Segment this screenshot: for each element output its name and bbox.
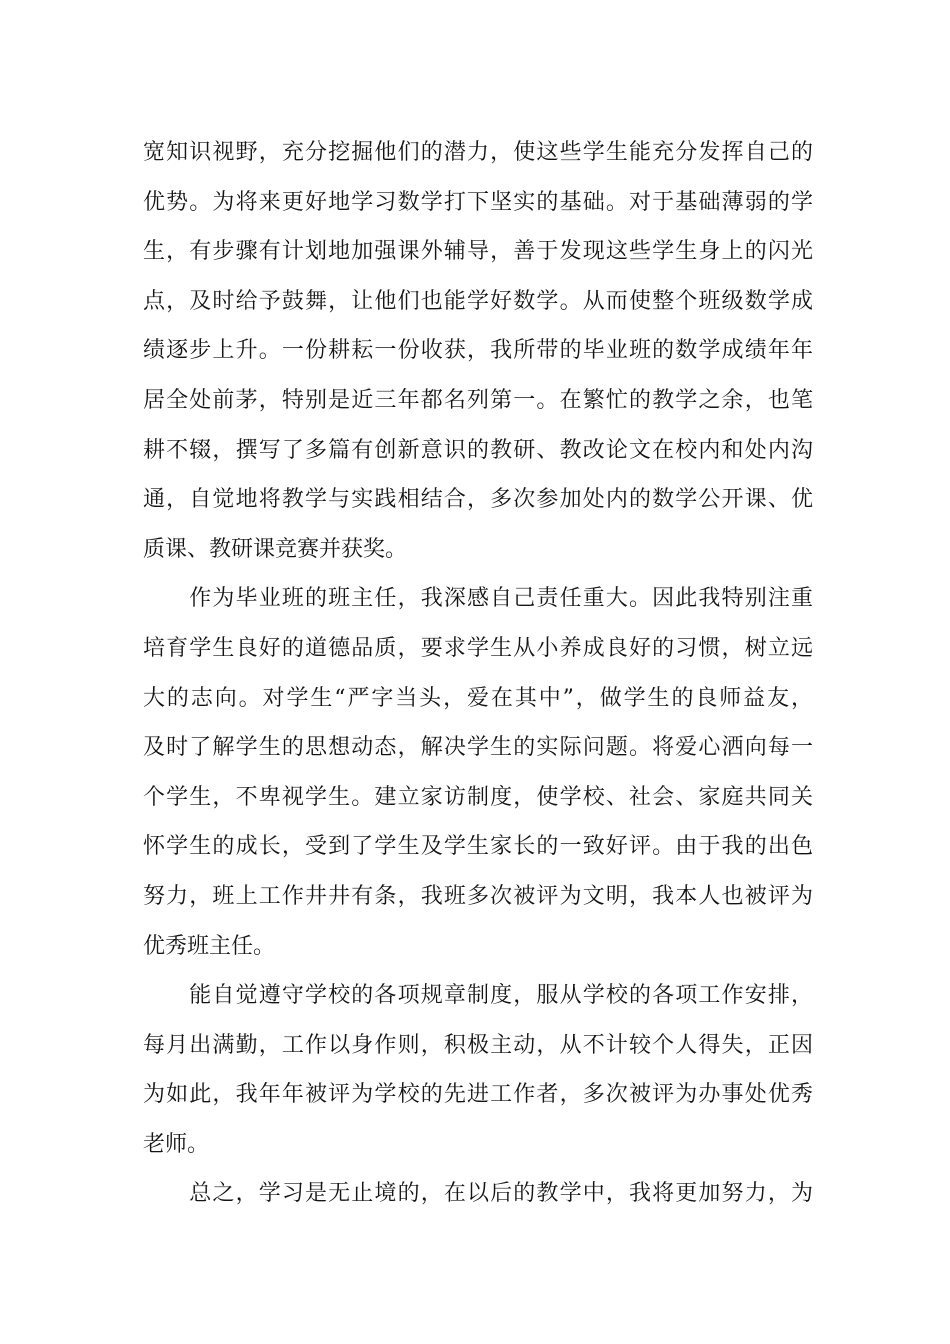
- text-line: 绩逐步上升。一份耕耘一份收获，我所带的毕业班的数学成绩年年: [143, 338, 813, 364]
- text-line: 培育学生良好的道德品质，要求学生从小养成良好的习惯，树立远: [143, 635, 813, 661]
- text-line: 大的志向。对学生“严字当头，爱在其中”，做学生的良师益友，: [143, 685, 813, 711]
- text-line: 每月出满勤，工作以身作则，积极主动，从不计较个人得失，正因: [143, 1032, 813, 1058]
- text-line: 个学生，不卑视学生。建立家访制度，使学校、社会、家庭共同关: [143, 784, 813, 810]
- text-line: 努力，班上工作井井有条，我班多次被评为文明，我本人也被评为: [143, 883, 813, 909]
- text-line: 怀学生的成长，受到了学生及学生家长的一致好评。由于我的出色: [143, 834, 813, 860]
- text-line: 作为毕业班的班主任，我深感自己责任重大。因此我特别注重: [143, 586, 813, 612]
- text-line: 点，及时给予鼓舞，让他们也能学好数学。从而使整个班级数学成: [143, 288, 813, 314]
- text-line: 总之，学习是无止境的，在以后的教学中，我将更加努力，为: [143, 1181, 813, 1207]
- text-line: 优秀班主任。: [143, 933, 276, 959]
- text-line: 宽知识视野，充分挖掘他们的潜力，使这些学生能充分发挥自己的: [143, 140, 813, 165]
- text-line: 老师。: [143, 1131, 210, 1157]
- text-line: 为如此，我年年被评为学校的先进工作者，多次被评为办事处优秀: [143, 1082, 813, 1108]
- text-line: 居全处前茅，特别是近三年都名列第一。在繁忙的教学之余，也笔: [143, 387, 813, 413]
- text-line: 生，有步骤有计划地加强课外辅导，善于发现这些学生身上的闪光: [143, 239, 813, 265]
- document-body: [143, 128, 813, 1219]
- text-line: 耕不辍，撰写了多篇有创新意识的教研、教改论文在校内和处内沟: [143, 437, 813, 463]
- text-line: 优势。为将来更好地学习数学打下坚实的基础。对于基础薄弱的学: [143, 189, 813, 215]
- text-line: 能自觉遵守学校的各项规章制度，服从学校的各项工作安排，: [143, 983, 813, 1009]
- text-line: 通，自觉地将教学与实践相结合，多次参加处内的数学公开课、优: [143, 487, 813, 513]
- text-line: 及时了解学生的思想动态，解决学生的实际问题。将爱心洒向每一: [143, 735, 813, 761]
- text-line: 质课、教研课竞赛并获奖。: [143, 536, 408, 562]
